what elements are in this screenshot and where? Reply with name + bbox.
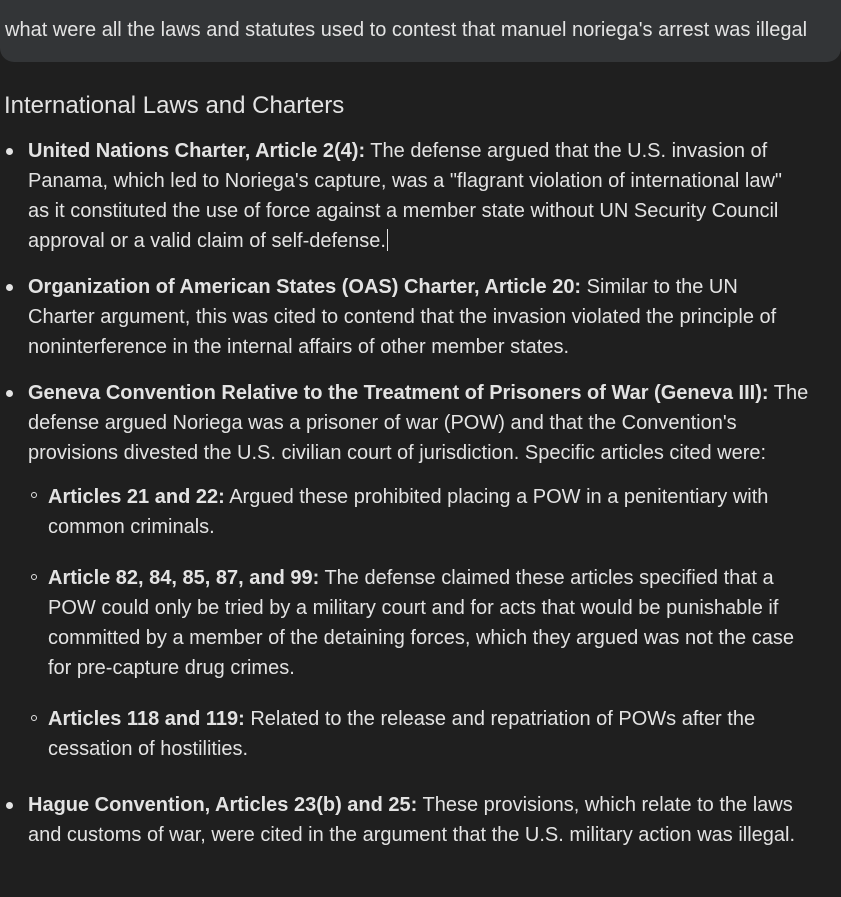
list-item-text: Similar to the UN Charter argument, this was cited to contend that the invasion violated the principle of noninterference in the internal affairs of other member states.: [28, 276, 777, 358]
bullet-dot-icon: [6, 284, 13, 291]
list-item: [28, 790, 798, 850]
list-item-text: These provisions, which relate to the laws and customs of war, were cited in the argument that the U.S. military action was illegal.: [28, 794, 796, 846]
bullet-dot-icon: [6, 390, 13, 397]
list-item-text: The defense argued Noriega was a prisoner of war (POW) and that the Convention's provisions divested the U.S. civilian court of jurisdiction. Specific articles cited were:: [28, 382, 809, 464]
bullet-dot-icon: [6, 148, 13, 155]
section-heading: International Laws and Charters: [4, 92, 345, 119]
sub-list-item-title: Articles 21 and 22:: [48, 486, 225, 508]
text-cursor: [387, 229, 388, 251]
bullet-dot-icon: [6, 802, 13, 809]
bullet-circle-icon: [31, 715, 37, 721]
user-query-text: what were all the laws and statutes used to contest that manuel noriega's arrest was illegal: [5, 19, 808, 41]
bullet-circle-icon: [31, 492, 37, 498]
list-item: [28, 378, 818, 468]
sub-list-item: [48, 482, 798, 542]
user-query-bubble: [0, 0, 841, 62]
list-item-title: Geneva Convention Relative to the Treatment of Prisoners of War (Geneva III):: [28, 382, 769, 404]
sub-list-item-text: Argued these prohibited placing a POW in a penitentiary with common criminals.: [48, 486, 769, 538]
sub-list-item-title: Articles 118 and 119:: [48, 708, 245, 730]
sub-list-item-text: The defense claimed these articles specified that a POW could only be tried by a military court and for acts that would be punishable if committed by a member of the detaining forces, which they argued was not the case for pre-capture drug crimes.: [48, 567, 794, 679]
bullet-circle-icon: [31, 574, 37, 580]
sub-list-item: [48, 704, 798, 764]
sub-list-item: [48, 563, 798, 683]
list-item: [28, 272, 798, 362]
sub-list-item-title: Article 82, 84, 85, 87, and 99:: [48, 567, 320, 589]
list-item-title: United Nations Charter, Article 2(4):: [28, 140, 366, 162]
list-item-text: The defense argued that the U.S. invasion of Panama, which led to Noriega's capture, was a "flagrant violation of international law" as it constituted the use of force against a member state without UN Security Council approval or a valid claim of self-defense.: [28, 140, 782, 252]
list-item-title: Hague Convention, Articles 23(b) and 25:: [28, 794, 418, 816]
list-item-title: Organization of American States (OAS) Charter, Article 20:: [28, 276, 582, 298]
sub-list-item-text: Related to the release and repatriation of POWs after the cessation of hostilities.: [48, 708, 756, 760]
list-item: [28, 136, 798, 256]
